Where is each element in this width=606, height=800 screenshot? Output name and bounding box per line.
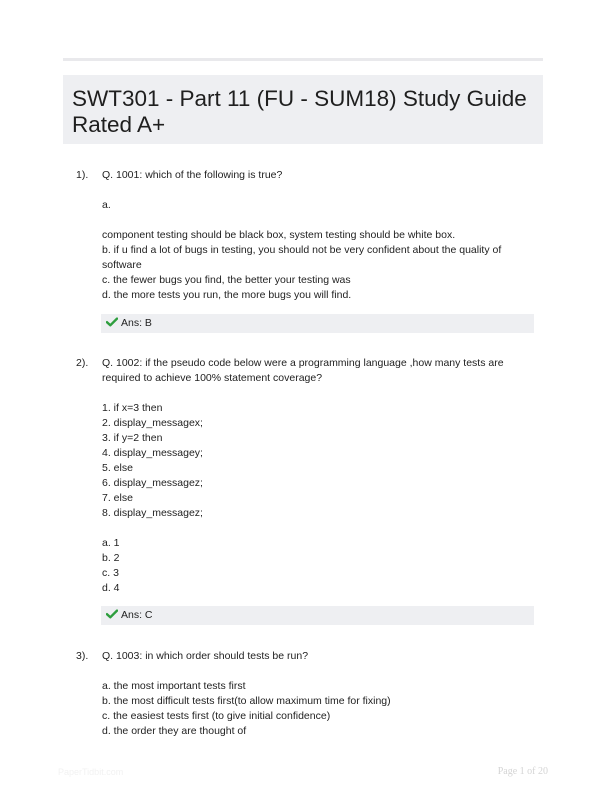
page-number: Page 1 of 20 [497,766,548,777]
check-icon [106,609,118,619]
code-line: 7. else [102,492,133,504]
question-number: 2). [76,357,89,369]
option-c: c. 3 [102,567,119,579]
footer-watermark: PaperTidbit.com [58,767,124,777]
code-line: 4. display_messagey; [102,447,203,459]
question-text: Q. 1002: if the pseudo code below were a programming language ,how many tests are required to achieve 100% statement coverage? [102,357,507,384]
code-line: 1. if x=3 then [102,402,163,414]
code-line: 6. display_messagez; [102,477,203,489]
option-b: b. the most difficult tests first(to allow maximum time for fixing) [102,695,391,707]
question-body [102,168,522,303]
answer-text: Ans: C [121,609,153,621]
question-body [102,356,522,596]
code-line: 2. display_messagex; [102,417,203,429]
title-banner [63,75,543,144]
code-line: 3. if y=2 then [102,432,163,444]
question-text: Q. 1003: in which order should tests be run? [102,650,309,662]
answer-box [101,314,534,333]
option-c: c. the fewer bugs you find, the better your testing was [102,274,351,286]
code-line: 8. display_messagez; [102,507,203,519]
option-a: a. the most important tests first [102,680,246,692]
option-line: component testing should be black box, system testing should be white box. [102,229,456,241]
answer-box [101,606,534,625]
check-icon [106,317,118,327]
option-d: d. the more tests you run, the more bugs you will find. [102,289,352,301]
option-a: a. 1 [102,537,120,549]
answer-text: Ans: B [121,317,152,329]
question-number: 1). [76,169,89,181]
option-c: c. the easiest tests first (to give initial confidence) [102,710,331,722]
question-text: Q. 1001: which of the following is true? [102,169,283,181]
question-number: 3). [76,650,89,662]
option-a-label: a. [102,199,111,211]
document-title: SWT301 - Part 11 (FU - SUM18) Study Guide Rated A+ [72,86,527,137]
option-d: d. the order they are thought of [102,725,247,737]
question-body [102,649,522,739]
code-line: 5. else [102,462,133,474]
option-b: b. 2 [102,552,120,564]
option-b: b. if u find a lot of bugs in testing, you should not be very confident about the quality of software [102,244,505,271]
top-rule [63,58,543,61]
option-d: d. 4 [102,582,120,594]
